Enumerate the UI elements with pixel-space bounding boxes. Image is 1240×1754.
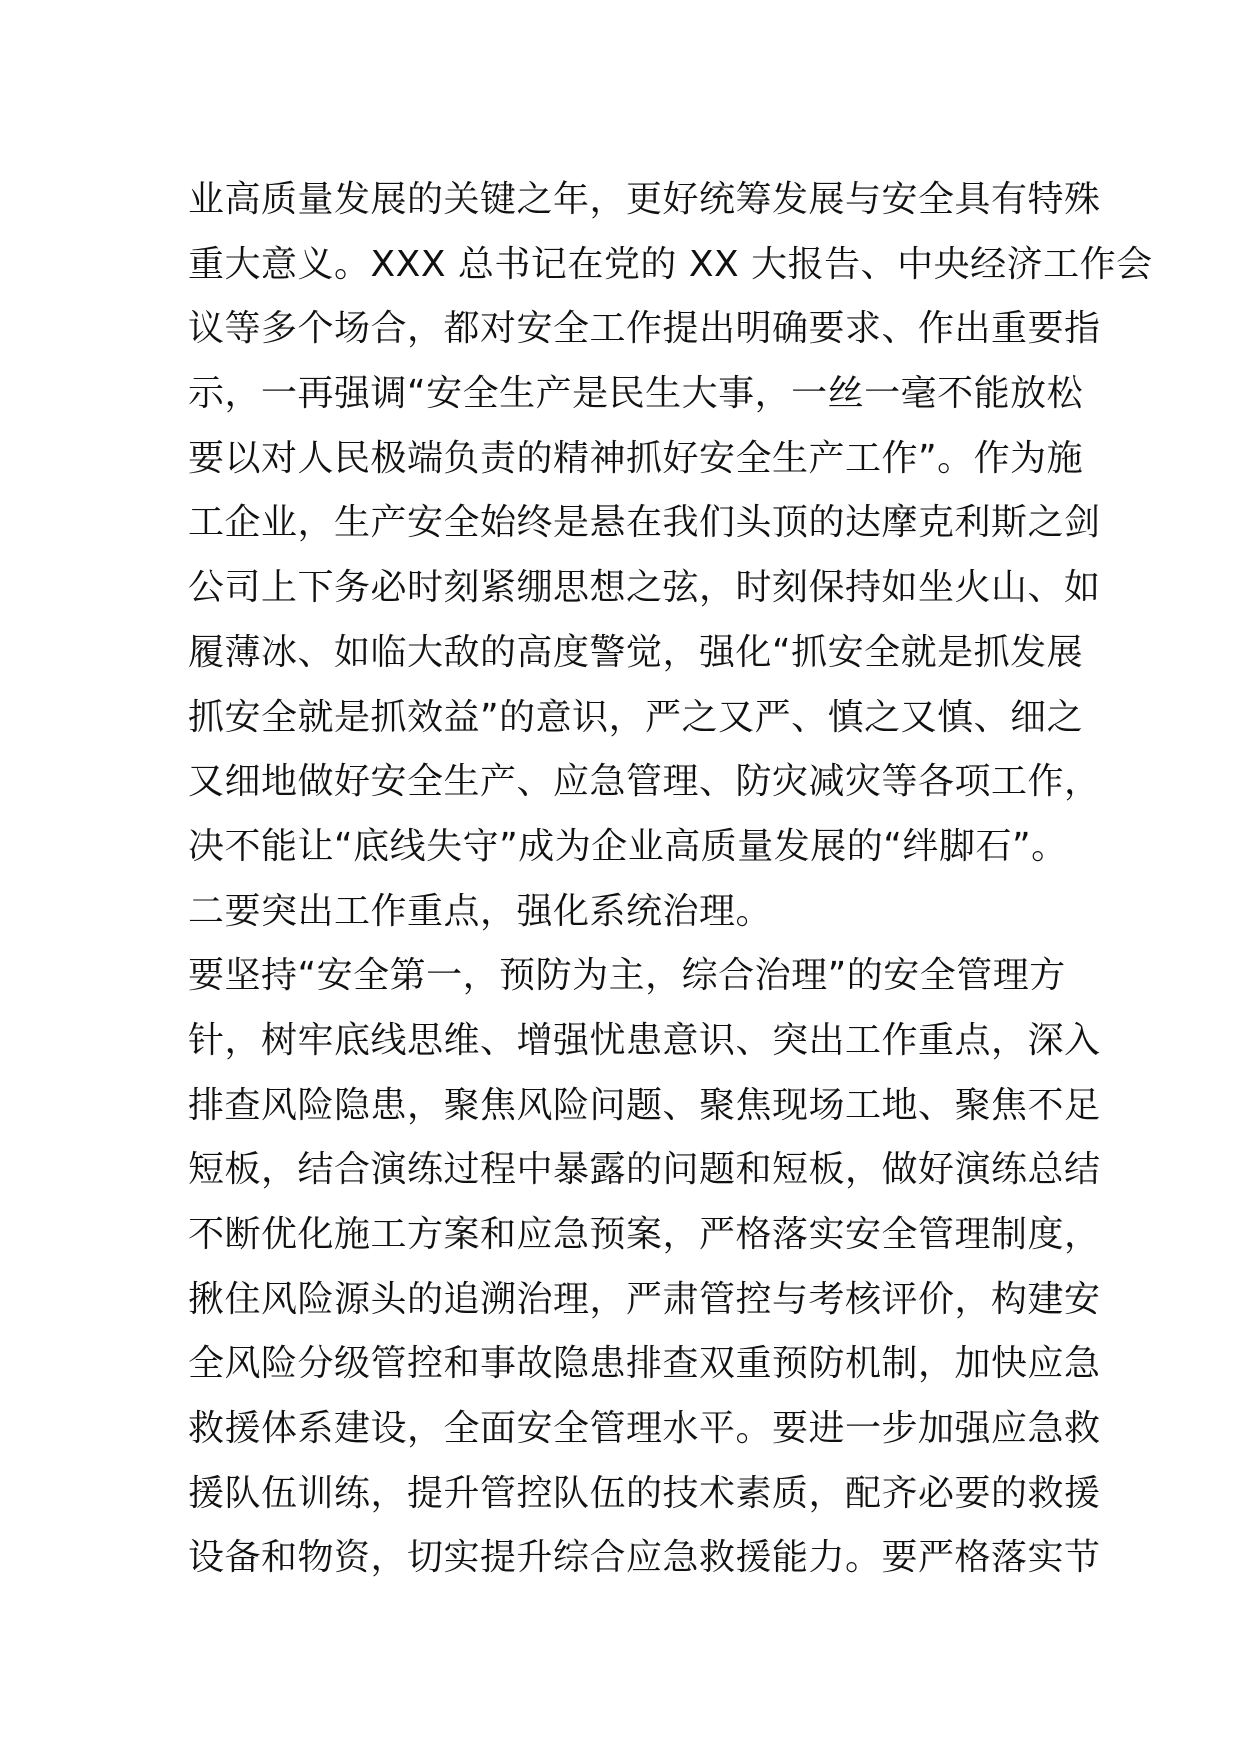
- text-line: 揪住风险源头的追溯治理，严肃管控与考核评价，构建安: [188, 1278, 1101, 1320]
- text-line: 议等多个场合，都对安全工作提出明确要求、作出重要指: [188, 308, 1101, 350]
- text-line: 决不能让“底线失守”成为企业高质量发展的“绊脚石”。: [188, 825, 1068, 867]
- text-line: 救援体系建设，全面安全管理水平。要进一步加强应急救: [188, 1408, 1101, 1450]
- text-line: 业高质量发展的关键之年，更好统筹发展与安全具有特殊: [188, 179, 1101, 220]
- text-line: 援队伍训练，提升管控队伍的技术素质，配齐必要的救援: [188, 1472, 1101, 1514]
- section-heading: 二要突出工作重点，强化系统治理。: [188, 890, 773, 932]
- text-line: 要坚持“安全第一，预防为主，综合治理”的安全管理方: [188, 955, 1066, 997]
- text-line: 全风险分级管控和事故隐患排查双重预防机制，加快应急: [188, 1343, 1101, 1385]
- body-text: [188, 168, 1153, 1591]
- text-line: 履薄冰、如临大敌的高度警觉，强化“抓安全就是抓发展: [188, 631, 1084, 673]
- text-line: 不断优化施工方案和应急预案，严格落实安全管理制度，: [188, 1214, 1101, 1255]
- text-line: 排查风险隐患，聚焦风险问题、聚焦现场工地、聚焦不足: [188, 1084, 1101, 1126]
- text-line: 设备和物资，切实提升综合应急救援能力。要严格落实节: [188, 1537, 1101, 1579]
- text-line: 公司上下务必时刻紧绷思想之弦，时刻保持如坐火山、如: [188, 567, 1101, 609]
- text-line: 示，一再强调“安全生产是民生大事，一丝一毫不能放松: [188, 373, 1084, 415]
- text-line: 又细地做好安全生产、应急管理、防灾减灾等各项工作，: [188, 761, 1101, 803]
- text-line: 工企业，生产安全始终是悬在我们头顶的达摩克利斯之剑: [188, 502, 1101, 544]
- text-line: 要以对人民极端负责的精神抓好安全生产工作”。作为施: [188, 437, 1084, 479]
- text-line: 针，树牢底线思维、增强忧患意识、突出工作重点，深入: [188, 1019, 1101, 1061]
- text-line: 短板，结合演练过程中暴露的问题和短板，做好演练总结: [188, 1149, 1101, 1191]
- text-line: 重大意义。XXX 总书记在党的 XX 大报告、中央经济工作会: [188, 243, 1153, 285]
- text-line: 抓安全就是抓效益”的意识，严之又严、慎之又慎、细之: [188, 696, 1084, 738]
